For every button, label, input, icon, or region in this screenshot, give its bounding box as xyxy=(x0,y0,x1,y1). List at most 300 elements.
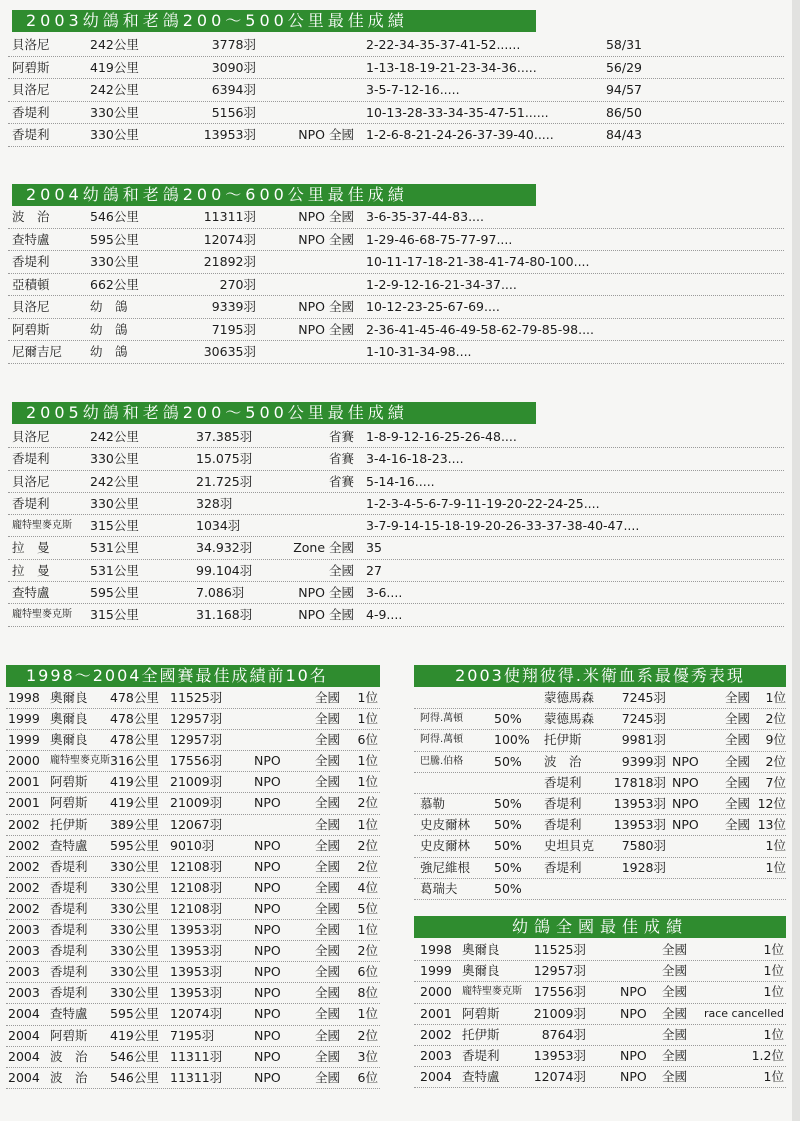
year: 2003 xyxy=(8,922,40,938)
year: 2003 xyxy=(8,943,40,959)
table-row xyxy=(414,1004,786,1025)
table-row xyxy=(414,940,786,961)
organizer: NPO xyxy=(254,1006,281,1022)
year: 2001 xyxy=(8,795,40,811)
organizer: NPO xyxy=(254,858,281,874)
table-row xyxy=(8,34,784,57)
table-row xyxy=(414,709,786,730)
table-row xyxy=(8,206,784,229)
scope: 全國 xyxy=(662,1047,688,1063)
location: 阿碧斯 xyxy=(50,774,88,790)
placings: 3-7-9-14-15-18-19-20-26-33-37-38-40-47.... xyxy=(366,518,640,534)
parent-name: 巴騰.伯格 xyxy=(420,755,464,767)
table-row xyxy=(8,426,784,448)
table-row xyxy=(6,1004,380,1025)
bird-count: 13953羽 xyxy=(613,795,666,811)
pigeon-name: 香堤利 xyxy=(12,104,50,120)
location: 香堤利 xyxy=(50,964,88,980)
table-row xyxy=(8,448,784,470)
table-row xyxy=(6,1026,380,1047)
organizer: NPO xyxy=(254,943,281,959)
rank: 1位 xyxy=(765,838,786,854)
distance: 546公里 xyxy=(110,1069,159,1085)
ratio: 86/50 xyxy=(605,104,642,120)
year: 2004 xyxy=(8,1027,40,1043)
ratio: 56/29 xyxy=(605,59,642,75)
distance: 389公里 xyxy=(110,816,159,832)
table-row xyxy=(8,102,784,125)
distance: 330公里 xyxy=(110,858,159,874)
table-row xyxy=(8,582,784,604)
bird-count: 328羽 xyxy=(196,495,233,511)
rank: 1位 xyxy=(765,690,786,705)
scope: 全國 xyxy=(662,1005,688,1021)
organizer: NPO xyxy=(254,900,281,916)
table-2003-results xyxy=(8,34,784,147)
bird-count: 12957羽 xyxy=(533,963,586,979)
pigeon-name: 波 治 xyxy=(12,209,50,224)
table-row xyxy=(6,1068,380,1089)
table-row xyxy=(414,836,786,857)
race-type: 省賽 xyxy=(328,451,354,467)
location: 阿碧斯 xyxy=(50,1027,88,1043)
scope: 全國 xyxy=(724,732,750,748)
table-row xyxy=(414,982,786,1003)
rank: 1位 xyxy=(763,984,784,1000)
bird-count: 6394羽 xyxy=(211,82,256,97)
scope: 全國 xyxy=(314,858,340,874)
bird-count: 13953羽 xyxy=(533,1047,586,1063)
distance: 幼 鴿 xyxy=(90,299,128,314)
rank: 1位 xyxy=(357,1006,378,1022)
year: 2001 xyxy=(8,774,40,790)
organizer: NPO xyxy=(254,837,281,853)
year: 1998 xyxy=(420,942,452,957)
bird-count: 3090羽 xyxy=(211,59,256,75)
rank: 1位 xyxy=(763,1069,784,1085)
race-type: NPO 全國 xyxy=(298,231,354,247)
location: 香堤利 xyxy=(50,922,88,938)
bird-count: 21892羽 xyxy=(203,254,256,269)
year: 2001 xyxy=(420,1005,452,1021)
parent-name: 阿得.萬頓 xyxy=(420,713,464,725)
percentage: 50% xyxy=(494,859,522,875)
bird-count: 3778羽 xyxy=(211,37,256,52)
parent-name: 葛瑞夫 xyxy=(420,880,458,896)
scope: 全國 xyxy=(314,1006,340,1022)
bird-count: 12108羽 xyxy=(170,879,223,895)
scope: 全國 xyxy=(314,795,340,811)
scope: 全國 xyxy=(662,942,688,957)
table-row xyxy=(6,793,380,814)
distance: 幼 鴿 xyxy=(90,321,128,337)
rank: 1位 xyxy=(357,753,378,769)
parent-name: 史皮爾林 xyxy=(420,817,471,833)
race-location: 香堤利 xyxy=(544,817,582,833)
distance: 330公里 xyxy=(90,127,139,142)
table-2004-results xyxy=(8,206,784,364)
table-row xyxy=(6,878,380,899)
race-type: NPO 全國 xyxy=(298,299,354,314)
bird-count: 13953羽 xyxy=(170,985,223,1001)
distance: 330公里 xyxy=(110,943,159,959)
table-row xyxy=(6,815,380,836)
race-location: 香堤利 xyxy=(544,795,582,811)
pigeon-name: 龐特聖麥克斯 xyxy=(12,520,72,532)
placings: 4-9.... xyxy=(366,607,403,623)
table-row xyxy=(6,730,380,751)
bird-count: 9399羽 xyxy=(621,753,666,769)
race-location: 波 治 xyxy=(544,753,582,769)
organizer: NPO xyxy=(672,817,699,833)
organizer: NPO xyxy=(254,795,281,811)
table-row xyxy=(414,1025,786,1046)
table-row xyxy=(8,560,784,582)
percentage: 100% xyxy=(494,732,530,748)
location: 查特盧 xyxy=(50,837,88,853)
distance: 330公里 xyxy=(110,985,159,1001)
location: 香堤利 xyxy=(50,943,88,959)
rank: 6位 xyxy=(357,1069,378,1085)
rank: 1位 xyxy=(763,1026,784,1042)
distance: 幼 鴿 xyxy=(90,344,128,359)
location: 查特盧 xyxy=(50,1006,88,1022)
percentage: 50% xyxy=(494,711,522,727)
bird-count: 30635羽 xyxy=(203,344,256,359)
bird-count: 9981羽 xyxy=(621,732,666,748)
table-2005-results xyxy=(8,426,784,627)
bird-count: 15.075羽 xyxy=(196,451,253,467)
organizer: NPO xyxy=(254,753,281,769)
race-location: 香堤利 xyxy=(544,859,582,875)
bird-count: 7580羽 xyxy=(621,838,666,854)
bird-count: 1928羽 xyxy=(621,859,666,875)
location: 奧爾良 xyxy=(462,963,500,979)
pigeon-name: 查特盧 xyxy=(12,231,50,247)
scope: 全國 xyxy=(314,900,340,916)
bird-count: 12074羽 xyxy=(533,1069,586,1085)
table-row xyxy=(8,319,784,342)
distance: 419公里 xyxy=(110,1027,159,1043)
rank: 1位 xyxy=(357,922,378,938)
year: 2002 xyxy=(8,879,40,895)
rank: 1位 xyxy=(357,816,378,832)
scope: 全國 xyxy=(724,774,750,790)
organizer: NPO xyxy=(254,985,281,1001)
year: 2000 xyxy=(420,984,452,1000)
rank: 2位 xyxy=(357,943,378,959)
year: 2002 xyxy=(8,837,40,853)
scope: 全國 xyxy=(314,774,340,790)
distance: 330公里 xyxy=(90,495,139,511)
section-2005-title: 2005幼鴿和老鴿200～500公里最佳成績 xyxy=(12,402,536,424)
table-row xyxy=(8,471,784,493)
table-row xyxy=(414,1067,786,1088)
distance: 419公里 xyxy=(90,59,139,75)
table-row xyxy=(6,941,380,962)
placings: 10-13-28-33-34-35-47-51...... xyxy=(366,104,549,120)
race-location: 蒙德馬森 xyxy=(544,711,595,727)
bird-count: 7245羽 xyxy=(621,711,666,727)
location: 香堤利 xyxy=(50,985,88,1001)
pigeon-name: 貝洛尼 xyxy=(12,82,50,97)
distance: 595公里 xyxy=(110,1006,159,1022)
rank: 1位 xyxy=(763,942,784,957)
percentage: 50% xyxy=(494,753,522,769)
organizer: NPO xyxy=(254,774,281,790)
year: 2004 xyxy=(8,1069,40,1085)
distance: 330公里 xyxy=(110,964,159,980)
table-row xyxy=(414,879,786,900)
scope: 全國 xyxy=(314,943,340,959)
bird-count: 12957羽 xyxy=(170,711,223,727)
table-row xyxy=(8,296,784,319)
pigeon-name: 貝洛尼 xyxy=(12,473,50,489)
distance: 330公里 xyxy=(110,900,159,916)
bird-count: 13953羽 xyxy=(203,127,256,142)
organizer: NPO xyxy=(620,984,647,1000)
organizer: NPO xyxy=(254,1069,281,1085)
distance: 546公里 xyxy=(90,209,139,224)
bird-count: 99.104羽 xyxy=(196,562,253,578)
scope: 全國 xyxy=(314,711,340,727)
section-bloodline-title: 2003使翔彼得.米衛血系最優秀表現 xyxy=(414,665,786,687)
table-row xyxy=(8,537,784,559)
percentage: 50% xyxy=(494,795,522,811)
rank: 13位 xyxy=(757,817,786,833)
table-row xyxy=(6,1047,380,1068)
placings: 2-36-41-45-46-49-58-62-79-85-98.... xyxy=(366,321,595,337)
distance: 242公里 xyxy=(90,37,139,52)
bird-count: 12074羽 xyxy=(170,1006,223,1022)
race-location: 托伊斯 xyxy=(544,732,582,748)
scope: 全國 xyxy=(724,753,750,769)
rank: 2位 xyxy=(357,795,378,811)
pigeon-name: 亞積頓 xyxy=(12,276,50,292)
placings: 1-2-9-12-16-21-34-37.... xyxy=(366,276,517,292)
pigeon-name: 貝洛尼 xyxy=(12,429,50,444)
pigeon-name: 阿碧斯 xyxy=(12,59,50,75)
distance: 531公里 xyxy=(90,540,139,556)
rank: 5位 xyxy=(357,900,378,916)
location: 阿碧斯 xyxy=(462,1005,500,1021)
race-location: 史坦貝克 xyxy=(544,838,595,854)
distance: 330公里 xyxy=(90,104,139,120)
bird-count: 13953羽 xyxy=(613,817,666,833)
table-row xyxy=(8,515,784,537)
rank: 12位 xyxy=(757,795,786,811)
table-young-birds xyxy=(414,940,786,1088)
rank: 1位 xyxy=(357,690,378,705)
scope: 全國 xyxy=(662,984,688,1000)
bird-count: 34.932羽 xyxy=(196,540,253,556)
pigeon-name: 香堤利 xyxy=(12,495,50,511)
placings: 1-8-9-12-16-25-26-48.... xyxy=(366,429,517,444)
bird-count: 12067羽 xyxy=(170,816,223,832)
ratio: 58/31 xyxy=(605,37,642,52)
scope: 全國 xyxy=(724,817,750,833)
bird-count: 11311羽 xyxy=(203,209,256,224)
placings: 1-2-3-4-5-6-7-9-11-19-20-22-24-25.... xyxy=(366,495,600,511)
pigeon-name: 香堤利 xyxy=(12,451,50,467)
bird-count: 11525羽 xyxy=(533,942,586,957)
bird-count: 12108羽 xyxy=(170,858,223,874)
scope: 全國 xyxy=(314,1027,340,1043)
table-row xyxy=(6,688,380,709)
year: 1999 xyxy=(420,963,452,979)
organizer: NPO xyxy=(620,1069,647,1085)
rank: 7位 xyxy=(765,774,786,790)
distance: 531公里 xyxy=(90,562,139,578)
organizer: NPO xyxy=(254,1027,281,1043)
table-row xyxy=(414,752,786,773)
rank: 4位 xyxy=(357,879,378,895)
pigeon-name: 貝洛尼 xyxy=(12,37,50,52)
rank: 2位 xyxy=(357,1027,378,1043)
section-national-top10-title: 1998～2004全國賽最佳成績前10名 xyxy=(6,665,380,687)
location: 奧爾良 xyxy=(50,732,88,748)
year: 2002 xyxy=(420,1026,452,1042)
placings: 3-5-7-12-16..... xyxy=(366,82,460,97)
rank: 6位 xyxy=(357,964,378,980)
distance: 546公里 xyxy=(110,1048,159,1064)
placings: 27 xyxy=(366,562,382,578)
location: 波 治 xyxy=(50,1048,88,1064)
organizer: NPO xyxy=(254,1048,281,1064)
year: 2002 xyxy=(8,858,40,874)
location: 香堤利 xyxy=(50,858,88,874)
year: 1998 xyxy=(8,690,40,705)
pigeon-name: 拉 曼 xyxy=(12,540,50,556)
ratio: 94/57 xyxy=(605,82,642,97)
distance: 478公里 xyxy=(110,690,159,705)
rank: 8位 xyxy=(357,985,378,1001)
organizer: NPO xyxy=(672,774,699,790)
race-type: NPO 全國 xyxy=(298,127,354,142)
rank: 2位 xyxy=(765,753,786,769)
year: 2002 xyxy=(8,900,40,916)
distance: 419公里 xyxy=(110,774,159,790)
rank: 1位 xyxy=(763,963,784,979)
rank: 1位 xyxy=(357,774,378,790)
bird-count: 13953羽 xyxy=(170,922,223,938)
placings: 3-6.... xyxy=(366,585,403,601)
scope: 全國 xyxy=(314,1048,340,1064)
distance: 595公里 xyxy=(90,585,139,601)
organizer: NPO xyxy=(672,795,699,811)
bird-count: 7245羽 xyxy=(621,690,666,705)
table-national-top10 xyxy=(6,688,380,1089)
rank: 9位 xyxy=(765,732,786,748)
pigeon-name: 拉 曼 xyxy=(12,562,50,578)
bird-count: 21009羽 xyxy=(170,795,223,811)
placings: 35 xyxy=(366,540,382,556)
scope: 全國 xyxy=(314,690,340,705)
distance: 595公里 xyxy=(90,231,139,247)
table-row xyxy=(6,983,380,1004)
placings: 10-11-17-18-21-38-41-74-80-100.... xyxy=(366,254,590,269)
parent-name: 強尼維根 xyxy=(420,859,471,875)
distance: 330公里 xyxy=(110,922,159,938)
year: 2000 xyxy=(8,753,40,769)
race-type: 省賽 xyxy=(328,429,354,444)
bird-count: 7195羽 xyxy=(211,321,256,337)
bird-count: 9339羽 xyxy=(211,299,256,314)
table-bloodline xyxy=(414,688,786,900)
distance: 242公里 xyxy=(90,473,139,489)
race-location: 蒙德馬森 xyxy=(544,690,595,705)
distance: 330公里 xyxy=(90,451,139,467)
distance: 242公里 xyxy=(90,82,139,97)
table-row xyxy=(414,773,786,794)
placings: 1-10-31-34-98.... xyxy=(366,344,472,359)
organizer: NPO xyxy=(620,1047,647,1063)
table-row xyxy=(414,815,786,836)
scope: 全國 xyxy=(314,964,340,980)
scope: 全國 xyxy=(314,816,340,832)
parent-name: 史皮爾林 xyxy=(420,838,471,854)
rank: 1位 xyxy=(357,711,378,727)
year: 1999 xyxy=(8,732,40,748)
race-type: 全國 xyxy=(328,562,354,578)
year: 2003 xyxy=(8,964,40,980)
distance: 478公里 xyxy=(110,732,159,748)
year: 2002 xyxy=(8,816,40,832)
rank: 2位 xyxy=(357,858,378,874)
scope: 全國 xyxy=(662,1069,688,1085)
table-row xyxy=(414,794,786,815)
location: 查特盧 xyxy=(462,1069,500,1085)
bird-count: 7.086羽 xyxy=(196,585,245,601)
pigeon-name: 尼爾吉尼 xyxy=(12,344,63,359)
year: 2004 xyxy=(8,1006,40,1022)
table-row xyxy=(8,341,784,364)
rank: race cancelled xyxy=(703,1006,784,1020)
bird-count: 11525羽 xyxy=(170,690,223,705)
rank: 1.2位 xyxy=(751,1047,784,1063)
bird-count: 21009羽 xyxy=(170,774,223,790)
bird-count: 5156羽 xyxy=(211,104,256,120)
table-row xyxy=(6,899,380,920)
organizer: NPO xyxy=(254,922,281,938)
table-row xyxy=(8,79,784,102)
race-type: NPO 全國 xyxy=(298,321,354,337)
scope: 全國 xyxy=(314,879,340,895)
distance: 662公里 xyxy=(90,276,139,292)
table-row xyxy=(6,772,380,793)
location: 奧爾良 xyxy=(462,942,500,957)
bird-count: 11311羽 xyxy=(170,1069,223,1085)
scope: 全國 xyxy=(314,837,340,853)
bird-count: 13953羽 xyxy=(170,964,223,980)
rank: 2位 xyxy=(357,837,378,853)
table-row xyxy=(414,730,786,751)
scope: 全國 xyxy=(314,753,340,769)
bird-count: 13953羽 xyxy=(170,943,223,959)
distance: 330公里 xyxy=(90,254,139,269)
pigeon-name: 貝洛尼 xyxy=(12,299,50,314)
parent-name: 慕勒 xyxy=(420,795,446,811)
placings: 1-29-46-68-75-77-97.... xyxy=(366,231,513,247)
year: 2003 xyxy=(420,1047,452,1063)
table-row xyxy=(8,57,784,80)
table-row xyxy=(414,688,786,709)
bird-count: 12074羽 xyxy=(203,231,256,247)
distance: 330公里 xyxy=(110,879,159,895)
bird-count: 8764羽 xyxy=(541,1026,586,1042)
bird-count: 12108羽 xyxy=(170,900,223,916)
organizer: NPO xyxy=(254,879,281,895)
